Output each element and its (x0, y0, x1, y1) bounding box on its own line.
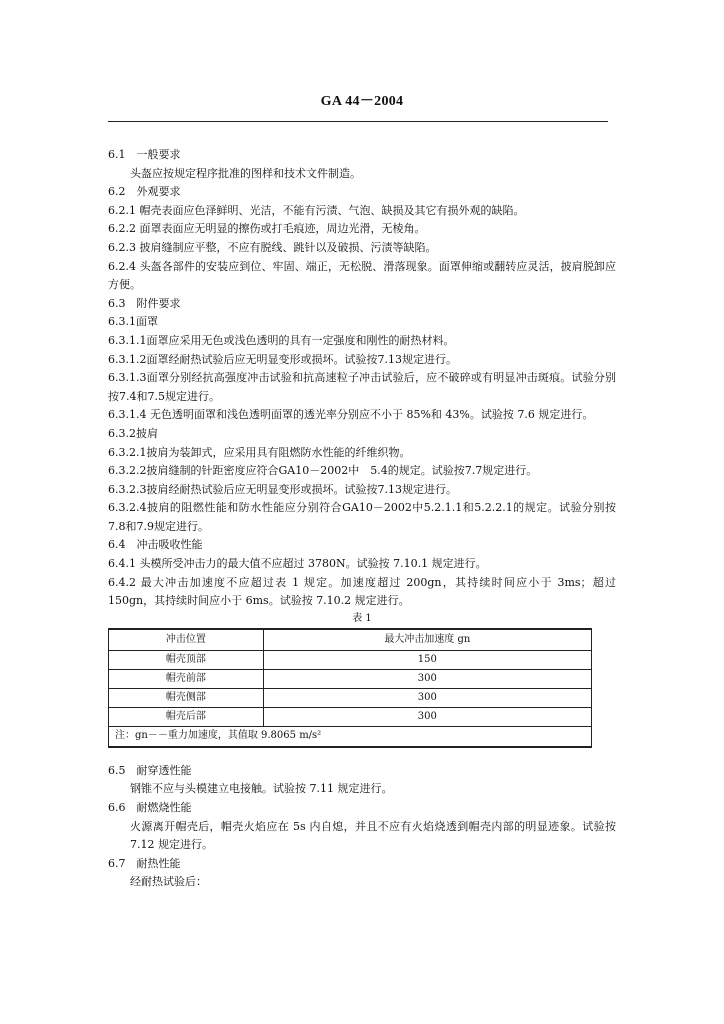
table-row (109, 669, 592, 688)
paragraph-s6-7: 6.7 耐热性能 (108, 856, 181, 870)
paragraph-s6-3: 6.3 附件要求 (108, 296, 181, 310)
paragraph-s6-2-1: 6.2.1 帽壳表面应色泽鲜明、光洁，不能有污渍、气泡、缺损及其它有损外观的缺陷。 (108, 203, 525, 217)
table-cell: 帽壳前部 (109, 669, 264, 688)
paragraph-s6-2-4: 6.2.4 头盔各部件的安装应到位、牢固、端正，无松脱、滑落现象。面罩伸缩或翻转应灵活，披肩脱卸应方便。 (108, 259, 616, 292)
paragraph-s6-5-body: 钢锥不应与头模建立电接触。试验按 7.11 规定进行。 (130, 782, 393, 796)
paragraph-s6-3-2-3: 6.3.2.3披肩经耐热试验后应无明显变形或损坏。试验按7.13规定进行。 (108, 482, 457, 496)
table-cell: 300 (263, 669, 591, 688)
table-row (109, 688, 592, 707)
table-cell: 300 (263, 688, 591, 707)
paragraph-s6-3-1: 6.3.1面罩 (108, 315, 158, 329)
paragraph-s6-1-body: 头盔应按规定程序批准的图样和技术文件制造。 (130, 166, 361, 180)
table-header-row (109, 629, 592, 651)
document-body (108, 146, 616, 892)
paragraph-s6-3-2-1: 6.3.2.1披肩为装卸式，应采用具有阻燃防水性能的纤维织物。 (108, 445, 411, 459)
spacer (108, 748, 616, 762)
table-caption: 表 1 (352, 612, 372, 624)
paragraph-s6-6: 6.6 耐燃烧性能 (108, 801, 192, 815)
header-rule (108, 121, 608, 122)
table-row (109, 707, 592, 726)
paragraph-s6-4-1: 6.4.1 头模所受冲击力的最大值不应超过 3780N。试验按 7.10.1 规定进行。 (108, 557, 487, 571)
paragraph-s6-3-1-2: 6.3.1.2面罩经耐热试验后应无明显变形或损坏。试验按7.13规定进行。 (108, 352, 457, 366)
paragraph-s6-3-1-4: 6.3.1.4 无色透明面罩和浅色透明面罩的透光率分别应不小于 85%和 43%。试验按 7.6 规定进行。 (108, 408, 594, 422)
table-cell: 帽壳顶部 (109, 650, 264, 669)
table-note-row (109, 726, 592, 747)
paragraph-s6-2-3: 6.2.3 披肩缝制应平整，不应有脱线、跳针以及破损、污渍等缺陷。 (108, 240, 437, 254)
paragraph-s6-7-body: 经耐热试验后： (130, 875, 207, 889)
table-cell: 帽壳侧部 (109, 688, 264, 707)
paragraph-s6-3-1-1: 6.3.1.1面罩应采用无色或浅色透明的具有一定强度和刚性的耐热材料。 (108, 333, 455, 347)
document-header: GA 44－2004 (320, 94, 404, 109)
table-cell: 帽壳后部 (109, 707, 264, 726)
table-header-cell: 冲击位置 (109, 629, 264, 651)
table-header-cell: 最大冲击加速度 gn (263, 629, 591, 651)
paragraph-s6-3-2: 6.3.2披肩 (108, 426, 158, 440)
paragraph-s6-3-2-2: 6.3.2.2披肩缝制的针距密度应符合GA10－2002中 5.4的规定。试验按7.7规定进行。 (108, 464, 538, 478)
paragraph-s6-4: 6.4 冲击吸收性能 (108, 538, 203, 552)
paragraph-s6-4-2: 6.4.2 最大冲击加速度不应超过表 1 规定。加速度超过 200gn，其持续时间应小于 3ms；超过150gn，其持续时间应小于 6ms。试验按 7.10.2 规定进行。 (108, 575, 616, 608)
table-cell: 150 (263, 650, 591, 669)
table-cell: 300 (263, 707, 591, 726)
paragraph-s6-5: 6.5 耐穿透性能 (108, 763, 192, 777)
section-block (108, 762, 616, 892)
paragraph-s6-2-2: 6.2.2 面罩表面应无明显的擦伤或打毛痕迹，周边光滑，无棱角。 (108, 222, 426, 236)
paragraph-s6-1: 6.1 一般要求 (108, 148, 181, 161)
paragraph-s6-2: 6.2 外观要求 (108, 185, 181, 199)
acceleration-table (108, 628, 592, 748)
table-row (109, 650, 592, 669)
paragraph-s6-3-1-3: 6.3.1.3面罩分别经抗高强度冲击试验和抗高速粒子冲击试验后，应不破碎或有明显冲击斑痕。试验分别按7.4和7.5规定进行。 (108, 371, 616, 403)
paragraph-s6-3-2-4: 6.3.2.4披肩的阻燃性能和防水性能应分别符合GA10－2002中5.2.1.1和5.2.2.1的规定。试验分别按7.8和7.9规定进行。 (108, 501, 616, 533)
section-block (108, 146, 616, 611)
table-note: 注：gn－－重力加速度，其值取 9.8065 m/s² (109, 726, 592, 747)
paragraph-s6-6-body: 火源离开帽壳后，帽壳火焰应在 5s 内自熄，并且不应有火焰烧透到帽壳内部的明显迹象。试验按 7.12 规定进行。 (130, 819, 616, 852)
